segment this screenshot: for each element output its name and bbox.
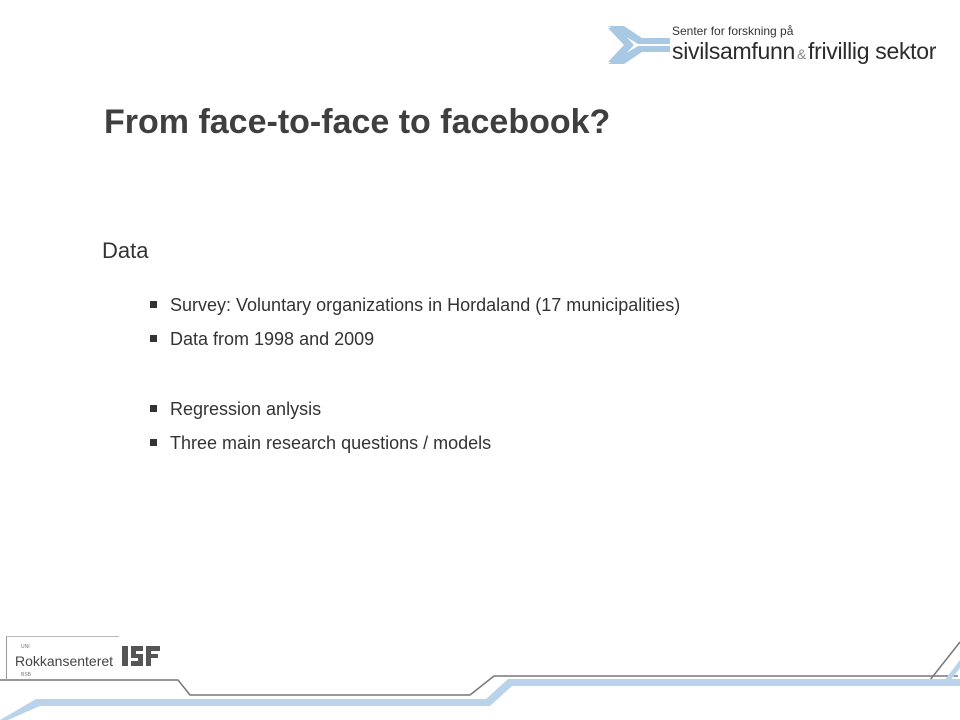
- logo-org-word2: frivillig sektor: [808, 38, 937, 64]
- bullet-text: Survey: Voluntary organizations in Hordaland (17 municipalities): [170, 295, 681, 315]
- bullet-text: Three main research questions / models: [170, 433, 492, 453]
- list-item: [148, 288, 680, 322]
- bullet-square-icon: [150, 335, 157, 342]
- rokkansenteret-logo: [6, 636, 119, 681]
- organization-logo: [608, 20, 938, 70]
- bullet-square-icon: [150, 301, 157, 308]
- rokkan-sub-label: BSB: [21, 672, 32, 678]
- rokkan-name: Rokkansenteret: [15, 653, 114, 669]
- list-item: [148, 426, 680, 460]
- bullet-square-icon: [150, 439, 157, 446]
- list-item: [148, 392, 680, 426]
- slide-title: From face-to-face to facebook?: [104, 103, 611, 141]
- logo-org-line1: Senter for forskning på: [672, 24, 794, 38]
- section-heading: Data: [102, 238, 149, 263]
- bullet-list: [148, 288, 680, 460]
- logo-org-word1: sivilsamfunn: [672, 38, 795, 64]
- rokkan-small-label: UNI: [21, 644, 30, 650]
- footer-logos: [4, 634, 166, 684]
- isf-logo-icon: [122, 644, 162, 668]
- logo-mark-icon: [608, 24, 670, 66]
- logo-ampersand: &: [796, 46, 806, 62]
- bullet-text: Regression anlysis: [170, 399, 322, 419]
- list-item: [148, 322, 680, 356]
- bullet-square-icon: [150, 405, 157, 412]
- logo-org-line2: [672, 38, 936, 65]
- isf-logo: [122, 644, 162, 668]
- bullet-text: Data from 1998 and 2009: [170, 329, 375, 349]
